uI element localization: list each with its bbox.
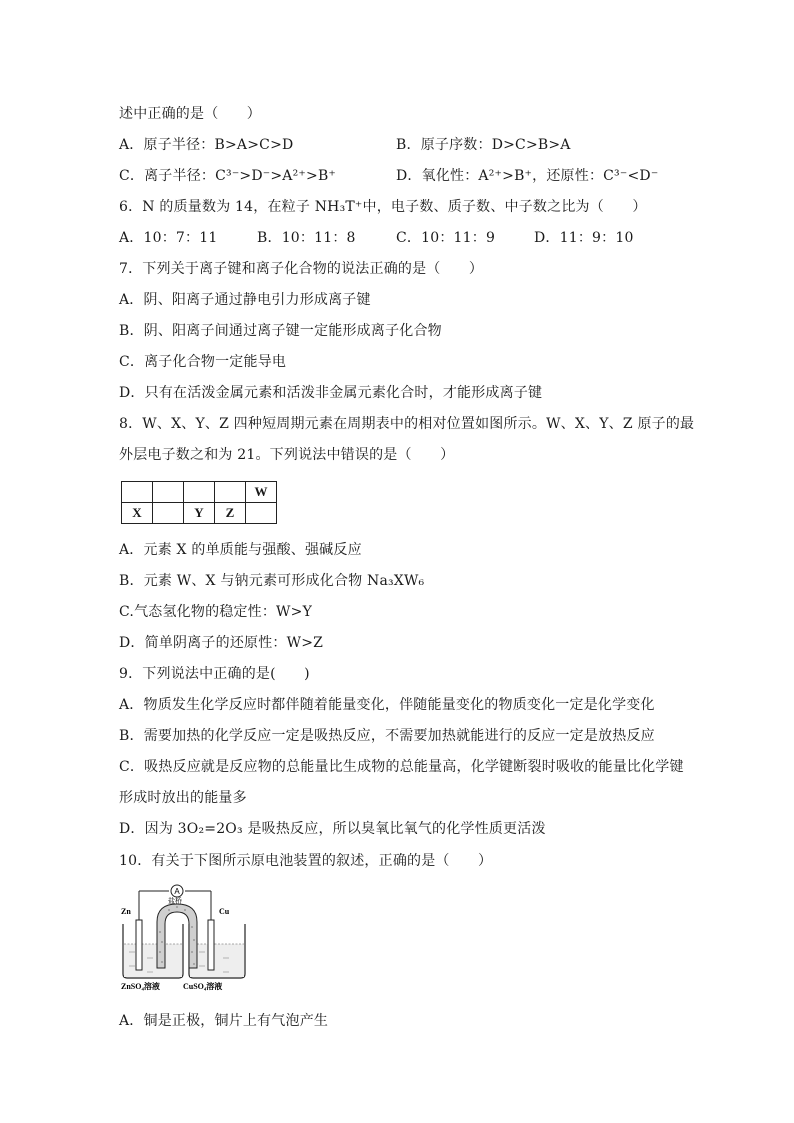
q9-option-b: B．需要加热的化学反应一定是吸热反应，不需要加热就能进行的反应一定是放热反应 [119,728,655,744]
salt-bridge-label: 盐桥 [168,897,182,905]
q8-stem-line1: 8．W、X、Y、Z 四种短周期元素在周期表中的相对位置如图所示。W、X、Y、Z 原子的最 [119,416,695,432]
table-cell [153,482,184,503]
q9-option-a: A．物质发生化学反应时都伴随着能量变化，伴随能量变化的物质变化一定是化学变化 [119,697,655,713]
copper-electrode [208,920,214,970]
q7-option-b: B．阴、阳离子间通过离子键一定能形成离子化合物 [119,323,442,339]
q5-option-a: A．原子半径：B>A>C>D [119,137,294,153]
q10-option-a: A．铜是正极，铜片上有气泡产生 [119,1013,329,1029]
q5-options-row1 [119,135,571,155]
q10-stem: 10．有关于下图所示原电池装置的叙述，正确的是（ ） [119,853,493,869]
q5-stem-tail: 述中正确的是（ ） [119,106,261,122]
q9-option-c-line2: 形成时放出的能量多 [119,790,247,806]
q5-option-c: C．离子半径：C³⁻>D⁻>A²⁺>B⁺ [119,168,337,184]
q5-options-row2 [119,166,659,186]
table-row [122,503,277,524]
table-cell [122,482,153,503]
zn-label: Zn [121,907,131,916]
q7-stem: 7．下列关于离子键和离子化合物的说法正确的是（ ） [119,261,484,277]
q7-option-d: D．只有在活泼金属元素和活泼非金属元素化合时，才能形成离子键 [119,385,543,401]
zinc-electrode [136,920,142,970]
q9-option-d: D．因为 3O₂=2O₃ 是吸热反应，所以臭氧比氧气的化学性质更活泼 [119,821,546,837]
q6-stem: 6．N 的质量数为 14，在粒子 NH₃T⁺中，电子数、质子数、中子数之比为（ ） [119,199,647,215]
q8-option-c: C.气态氢化物的稳定性：W>Y [119,604,313,620]
q6-option-c: C．10：11：9 [396,230,496,246]
q8-option-a: A．元素 X 的单质能与强酸、强碱反应 [119,542,362,558]
table-cell [215,482,246,503]
q5-option-b: B．原子序数：D>C>B>A [396,137,571,153]
q7-option-a: A．阴、阳离子通过静电引力形成离子键 [119,292,371,308]
table-cell-w: W [246,482,277,503]
q9-option-c-line1: C．吸热反应就是反应物的总能量比生成物的总能量高，化学键断裂时吸收的能量比化学键 [119,759,684,775]
periodic-position-table [121,481,277,524]
table-cell-z: Z [215,503,246,524]
cu-label: Cu [219,907,230,916]
q6-option-b: B．10：11：8 [257,230,356,246]
ammeter-label: A [174,887,180,896]
q6-option-d: D．11：9：10 [534,230,634,246]
q9-stem: 9．下列说法中正确的是( ) [119,666,310,682]
table-cell [246,503,277,524]
table-row [122,482,277,503]
q6-option-a: A．10：7：11 [119,230,218,246]
cuso4-label: CuSO₄溶液 [183,982,223,991]
znso4-label: ZnSO₄溶液 [121,982,160,991]
q5-option-d: D．氧化性：A²⁺>B⁺，还原性：C³⁻<D⁻ [396,168,659,184]
q8-stem-line2: 外层电子数之和为 21。下列说法中错误的是（ ） [119,447,455,463]
q8-option-d: D．简单阴离子的还原性：W>Z [119,635,324,651]
table-cell-y: Y [184,503,215,524]
galvanic-cell-diagram [119,882,249,992]
table-cell [153,503,184,524]
q8-option-b: B．元素 W、X 与钠元素可形成化合物 Na₃XW₆ [119,573,425,589]
table-cell-x: X [122,503,153,524]
table-cell [184,482,215,503]
q7-option-c: C．离子化合物一定能导电 [119,354,287,370]
